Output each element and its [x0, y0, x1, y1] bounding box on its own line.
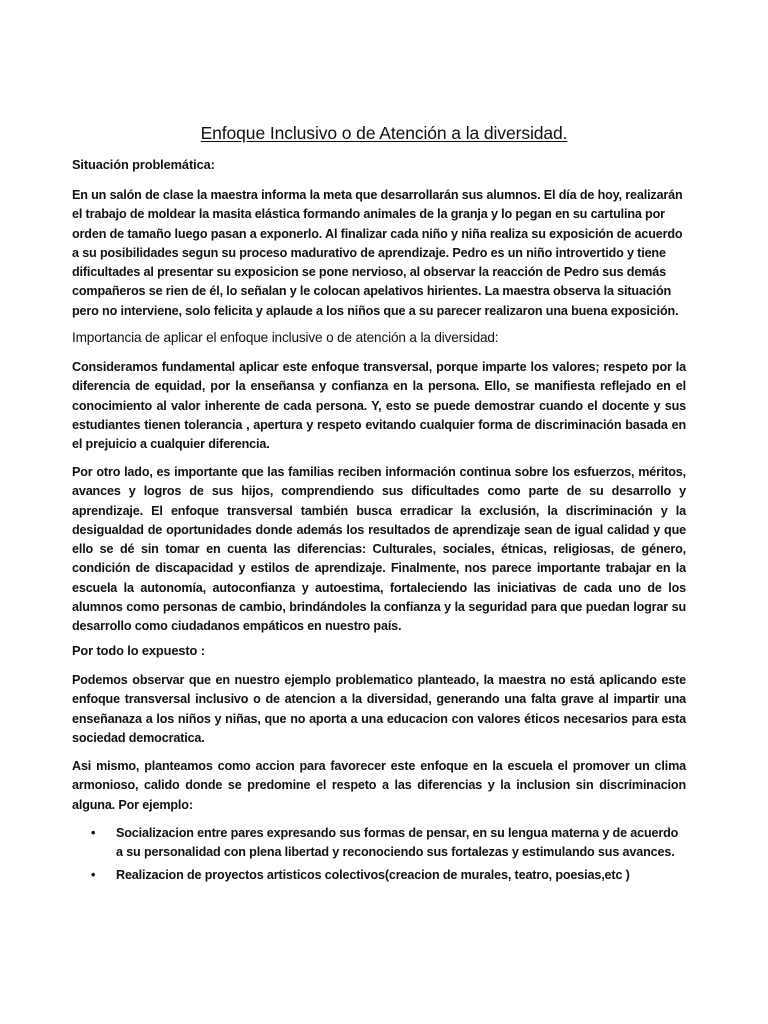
document-title: Enfoque Inclusivo o de Atención a la diversidad. [200, 123, 568, 143]
list-item [72, 866, 686, 885]
asimismo-paragraph: Asi mismo, planteamos como accion para favorecer este enfoque en la escuela el promover un clima armonioso, calido donde se predomine el respeto a las diferencias y la inclusion sin discriminacion alguna. Por ejemplo: [72, 759, 686, 812]
list-item-text: Realizacion de proyectos artisticos colectivos(creacion de murales, teatro, poesias,etc ) [116, 867, 630, 882]
bullet-icon: • [91, 867, 96, 882]
expuesto-paragraph: Podemos observar que en nuestro ejemplo problematico planteado, la maestra no está aplicando este enfoque transversal inclusivo o de atencion a la diversidad, generando una falta grave al impartir una enseñanaza a los niños y niñas, que no aporta a una educacion con valores éticos necesarios para esta sociedad democratica. [72, 673, 686, 745]
list-item [72, 824, 686, 863]
expuesto-heading: Por todo lo expuesto : [72, 643, 205, 658]
otro-lado-paragraph: Por otro lado, es importante que las familias reciben información continua sobre los esfuerzos, méritos, avances y logros de sus hijos, comprendiendo sus dificultades como parte de su desarrollo y aprendizaje. El enfoque transversal también busca erradicar la exclusión, la discriminación y la desigualdad de oportunidades donde además los resultados de aprendizaje sean de igual calidad y que ello se dé sin tomar en cuenta las diferencias: Culturales, sociales, étnicas, religiosas, de género, condición de discapacidad y estilos de aprendizaje. Finalmente, nos parece importante trabajar en la escuela la autonomía, autoconfianza y autoestima, fortaleciendo las iniciativas de cada uno de los alumnos como personas de cambio, brindándoles la confianza y la seguridad para que puedan lograr su desarrollo como ciudadanos empáticos en nuestro país. [72, 465, 686, 634]
situacion-heading: Situación problemática: [72, 157, 215, 172]
examples-list [72, 824, 686, 888]
importancia-paragraph: Consideramos fundamental aplicar este enfoque transversal, porque imparte los valores; respeto por la diferencia de equidad, por la enseñansa y confianza en la persona. Ello, se manifiesta reflejado en el conocimiento al valor inherente de cada persona. Y, esto se puede demostrar cuando el docente y sus estudiantes tienen tolerancia , apertura y respeto evitando cualquier forma de discriminación basada en el prejuicio a cualquier diferencia. [72, 360, 686, 452]
list-item-text: Socializacion entre pares expresando sus formas de pensar, en su lengua materna y de acuerdo a su personalidad con plena libertad y reconociendo sus fortalezas y estimulando sus avances. [116, 826, 679, 860]
bullet-icon: • [91, 826, 96, 840]
situacion-paragraph: En un salón de clase la maestra informa la meta que desarrollarán sus alumnos. El día de hoy, realizarán el trabajo de moldear la masita elástica formando animales de la granja y lo pegan en su cartulina por orden de tamaño luego pasan a exponerlo. Al finalizar cada niño y niña realiza su exposición de acuerdo a su posibilidades segun su proceso madurativo de aprendizaje. Pedro es un niño introvertido y tiene dificultades al presentar su exposicion se pone nervioso, al observar la reacción de Pedro sus demás compañeros se rien de él, lo señalan y le colocan apelativos hirientes. La maestra observa la situación pero no interviene, solo felicita y aplaude a los niños que a su parecer realizaron una buena exposición. [72, 188, 683, 318]
importancia-heading: Importancia de aplicar el enfoque inclusive o de atención a la diversidad: [72, 330, 499, 345]
